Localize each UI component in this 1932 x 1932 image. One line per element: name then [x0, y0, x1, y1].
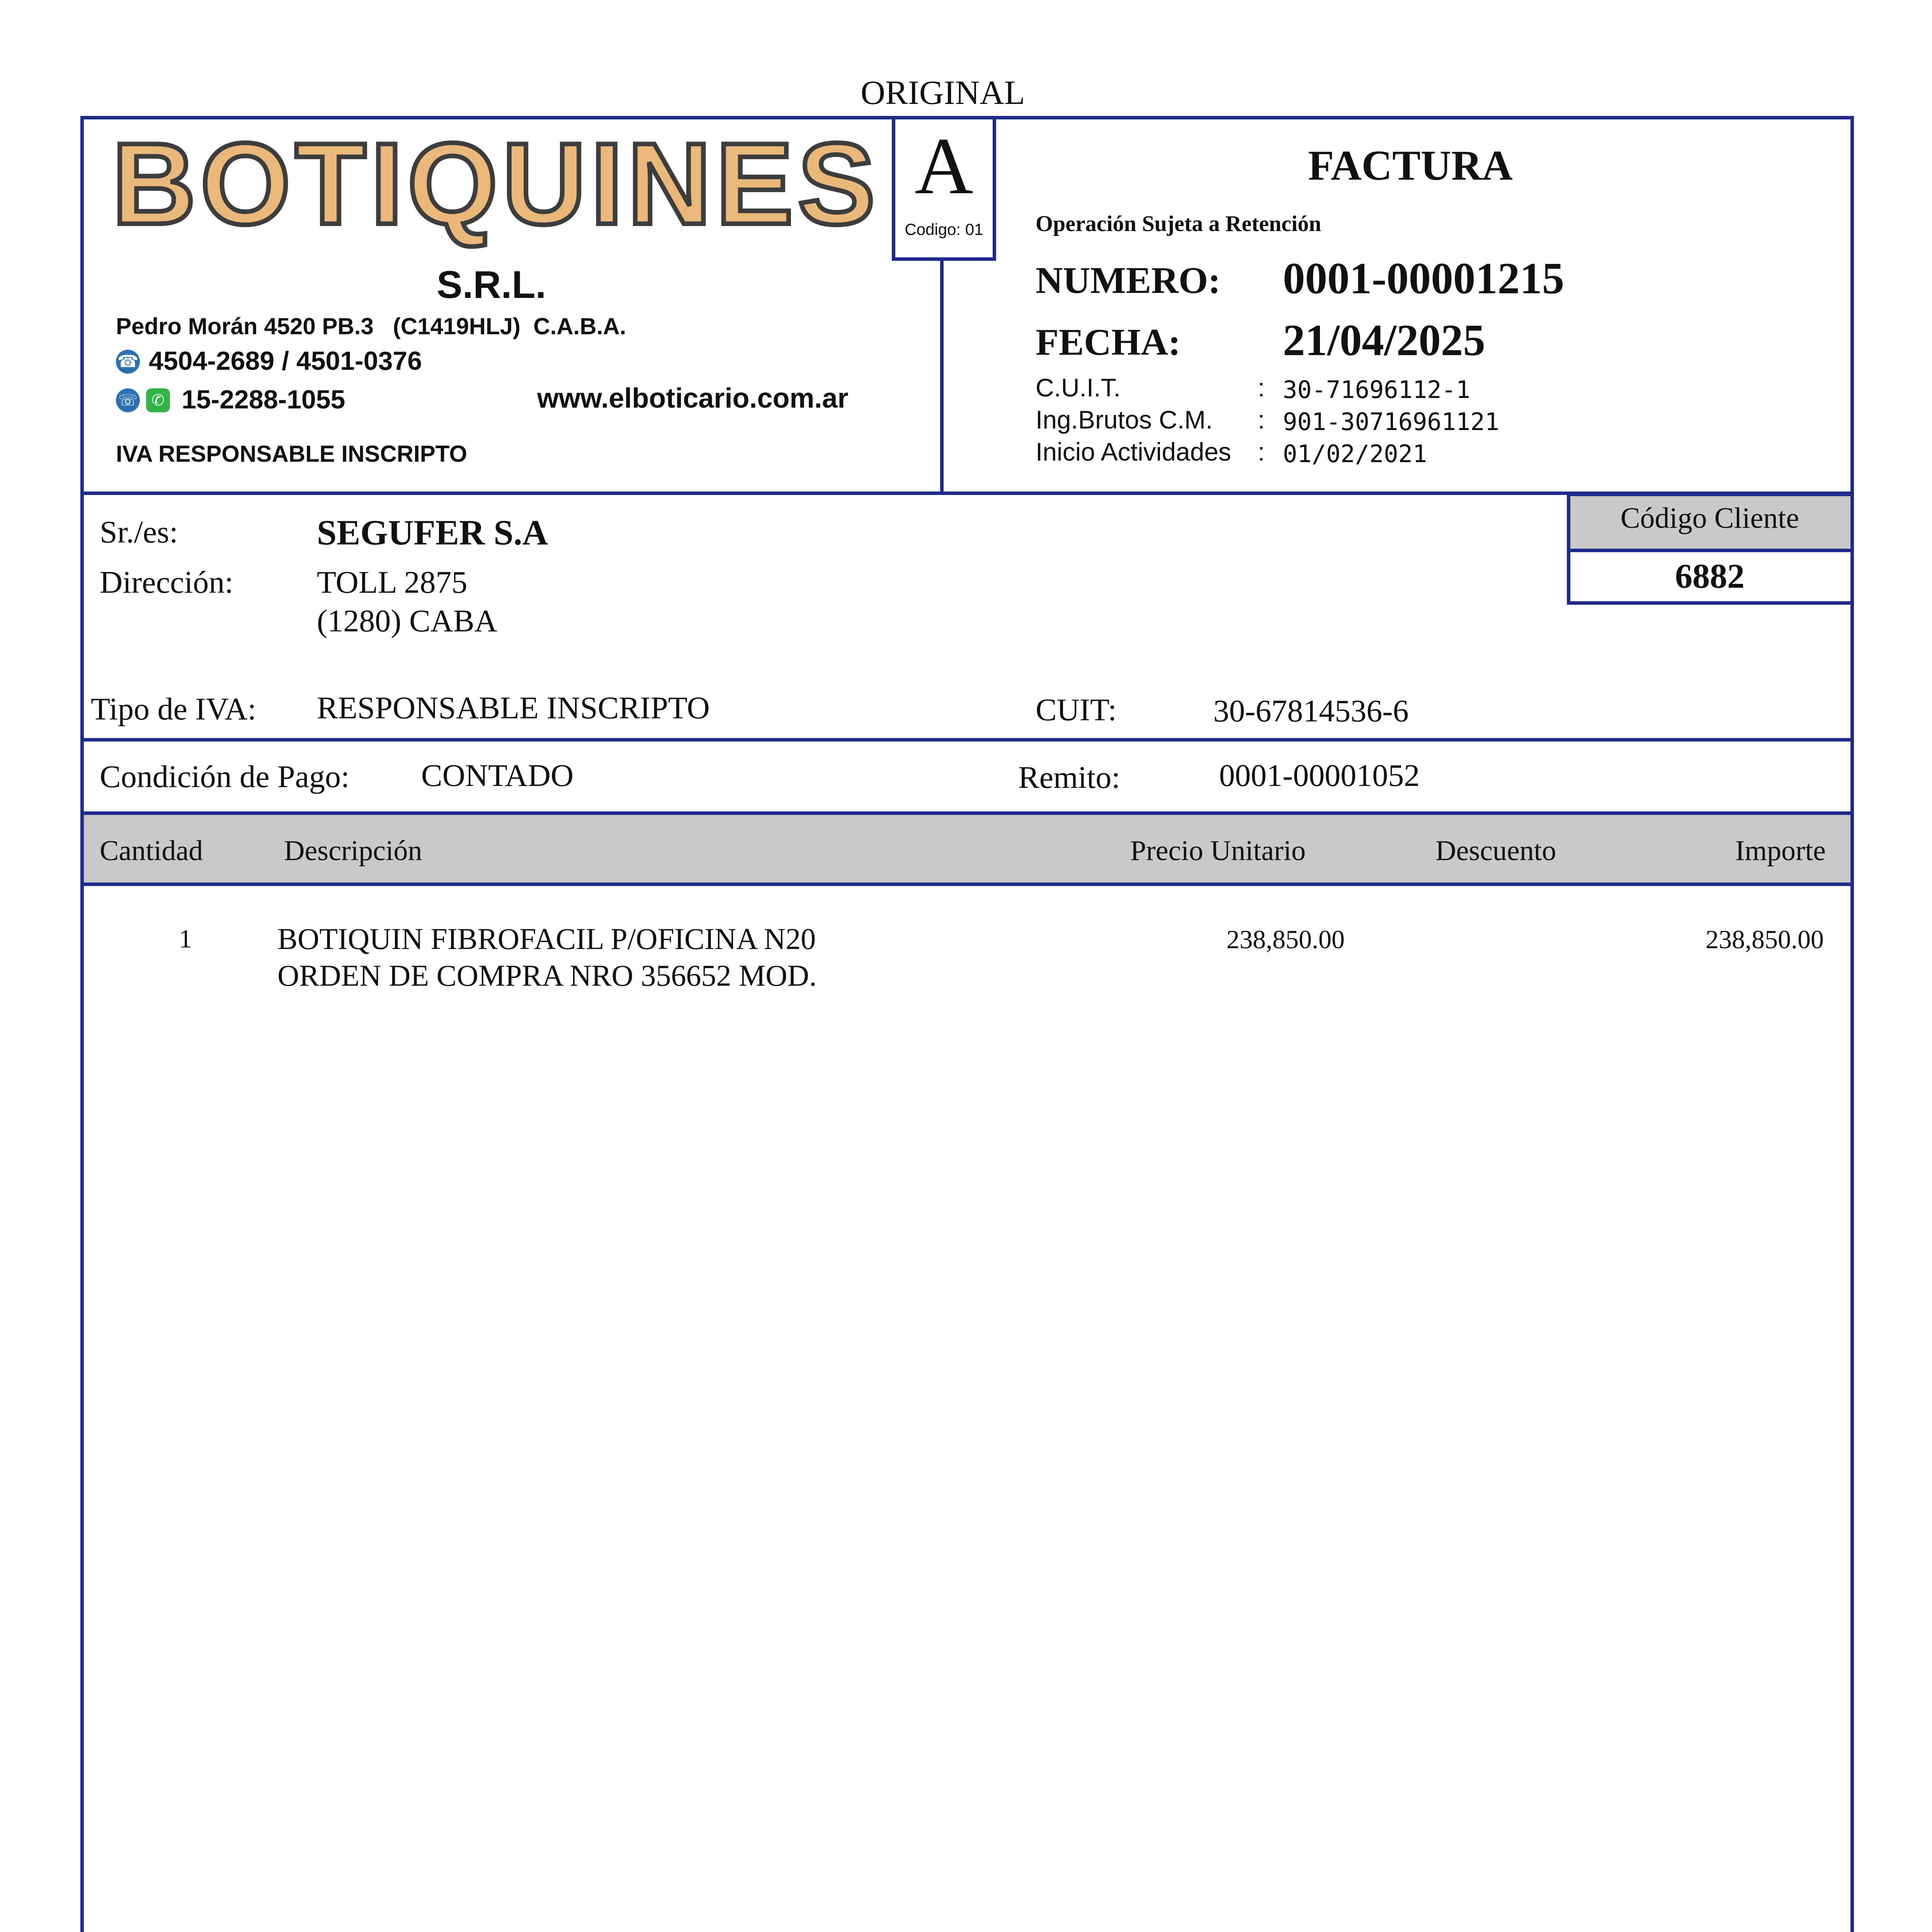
remito-number: 0001-00001052: [1219, 758, 1420, 793]
invoice-title: FACTURA: [1308, 142, 1513, 189]
phone-icon: ☎: [116, 350, 140, 374]
client-address-label: Dirección:: [100, 565, 234, 600]
whatsapp-icon: ✆: [146, 388, 170, 412]
row-desc-line1: BOTIQUIN FIBROFACIL P/OFICINA N20: [277, 922, 816, 956]
client-code: 6882: [1675, 557, 1745, 595]
client-cuit-label: CUIT:: [1036, 692, 1117, 727]
issuer-cuit: 30-71696112-1: [1283, 376, 1471, 404]
col-header-amount: Importe: [1735, 835, 1826, 867]
invoice-frame: [80, 116, 1854, 1932]
company-website: www.elboticario.com.ar: [537, 383, 849, 414]
company-address: Pedro Morán 4520 PB.3 (C1419HLJ) C.A.B.A.: [116, 313, 626, 339]
payment-condition: CONTADO: [421, 758, 574, 793]
client-name-label: Sr./es:: [100, 514, 178, 549]
invoice-letter: A: [915, 121, 973, 211]
col-header-qty: Cantidad: [100, 835, 203, 867]
company-legal-suffix: S.R.L.: [437, 263, 546, 306]
client-iva: RESPONSABLE INSCRIPTO: [317, 690, 710, 725]
issuer-start-label: Inicio Actividades: [1036, 437, 1231, 466]
col-header-unit: Precio Unitario: [1130, 835, 1306, 867]
company-iva-condition: IVA RESPONSABLE INSCRIPTO: [116, 441, 468, 467]
mobile-icon: ☏: [116, 388, 140, 412]
remito-label: Remito:: [1018, 760, 1121, 795]
client-address-line2: (1280) CABA: [317, 603, 497, 638]
issuer-ib: 901-30716961121: [1283, 408, 1499, 436]
issuer-ib-label: Ing.Brutos C.M.: [1036, 405, 1213, 434]
client-address-line1: TOLL 2875: [317, 565, 468, 600]
issuer-ib-colon: :: [1258, 405, 1265, 434]
company-logo: BOTIQUINES: [112, 119, 880, 248]
col-header-desc: Descripción: [284, 835, 422, 867]
table-header-top-line: [80, 811, 1854, 815]
col-header-discount: Descuento: [1435, 835, 1556, 867]
payment-label: Condición de Pago:: [100, 759, 350, 794]
row-qty: 1: [179, 924, 192, 953]
row-desc-line2: ORDEN DE COMPRA NRO 356652 MOD.: [277, 959, 817, 992]
header-vertical-divider: [940, 259, 944, 495]
client-code-divider: [1567, 549, 1854, 552]
invoice-number: 0001-00001215: [1283, 254, 1565, 303]
client-name: SEGUFER S.A: [317, 513, 548, 552]
invoice-type-code: Codigo: 01: [905, 220, 983, 238]
client-divider: [80, 738, 1854, 742]
client-code-label: Código Cliente: [1620, 502, 1799, 534]
row-amount: 238,850.00: [1706, 925, 1824, 954]
company-phones: 4504-2689 / 4501-0376: [149, 346, 422, 376]
copy-label: ORIGINAL: [861, 74, 1025, 112]
client-iva-label: Tipo de IVA:: [91, 691, 257, 726]
invoice-number-label: NUMERO:: [1036, 260, 1221, 301]
issuer-cuit-colon: :: [1258, 373, 1265, 402]
company-mobile: 15-2288-1055: [182, 385, 345, 414]
issuer-start: 01/02/2021: [1283, 440, 1427, 468]
issuer-start-colon: :: [1258, 437, 1265, 466]
invoice-date-label: FECHA:: [1036, 321, 1181, 363]
invoice-date: 21/04/2025: [1283, 316, 1485, 365]
table-header-bottom-line: [80, 883, 1854, 886]
client-cuit: 30-67814536-6: [1213, 693, 1409, 728]
issuer-cuit-label: C.U.I.T.: [1036, 373, 1121, 402]
row-unit-price: 238,850.00: [1226, 925, 1345, 954]
invoice-subtitle: Operación Sujeta a Retención: [1036, 211, 1321, 236]
